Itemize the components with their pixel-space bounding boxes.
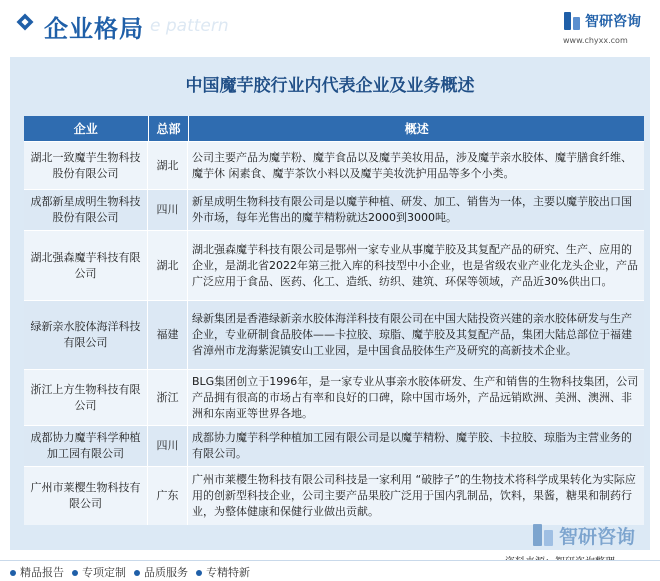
bullet-icon <box>196 570 202 576</box>
company-name: 成都协力魔芋科学种植加工园有限公司 <box>24 426 148 466</box>
page-title: 企业格局 <box>44 15 144 43</box>
company-overview: 新星成明生物科技有限公司是以魔芋种植、研发、加工、销售为一体，主要以魔芋胶出口国外市场，每年光售出的魔芋精粉就达2000到3000吨。 <box>192 195 632 224</box>
bottom-brand-name: 智研咨询 <box>559 526 636 548</box>
table-row <box>24 369 644 425</box>
footer-item-label: 精品报告 <box>20 566 64 579</box>
company-hq: 广东 <box>148 467 188 525</box>
company-name: 湖北强森魔芋科技有限公司 <box>24 231 148 300</box>
footer-item <box>196 564 250 580</box>
footer-item <box>72 564 126 580</box>
footer-item-label: 专项定制 <box>82 566 126 579</box>
company-overview: 成都协力魔芋科学种植加工园有限公司是以魔芋精粉、魔芋胶、卡拉胶、琼脂为主营业务的有限公司。 <box>192 431 632 460</box>
table-row <box>24 300 644 369</box>
table-header-row <box>24 116 644 141</box>
column-header-company: 企业 <box>24 116 149 141</box>
company-overview: BLG集团创立于1996年，是一家专业从事亲水胶体研发、生产和销售的生物科技集团，公司产品拥有很高的市场占有率和良好的口碑，除中国市场外，产品远销欧洲、美洲、澳洲、非洲和东南亚等世界各地。 <box>192 374 639 420</box>
content-panel <box>10 57 650 550</box>
brand-name: 智研咨询 <box>585 14 641 30</box>
brand-logo-icon <box>563 11 581 31</box>
company-name: 浙江上方生物科技有限公司 <box>24 370 148 425</box>
company-overview: 广州市莱樱生物科技有限公司科技是一家利用 “破脖子”的生物技术将科学成果转化为实际应用的创新型科技企业，公司主要产品果胶广泛用于国内乳制品，饮料，果酱，糖果和制药行业，为整体健康和保健行业做出贡献。 <box>192 473 636 518</box>
brand-logo-icon <box>532 523 554 547</box>
company-hq: 湖北 <box>148 142 188 189</box>
column-header-hq: 总部 <box>149 116 190 141</box>
footer-item-label: 专精特新 <box>206 566 250 579</box>
footer-item-label: 品质服务 <box>144 566 188 579</box>
company-hq: 四川 <box>148 426 188 466</box>
company-name: 绿新亲水胶体海洋科技有限公司 <box>24 301 148 369</box>
company-overview: 湖北强森魔芋科技有限公司是鄂州一家专业从事魔芋胶及其复配产品的研究、生产、应用的企业，是湖北省2022年第三批入库的科技型中小企业，也是省级农业产业化龙头企业，产品广泛应用于食品、医药、化工、造纸、纺织、建筑、环保等领域，产品近30%供出口。 <box>192 242 638 288</box>
bullet-icon <box>134 570 140 576</box>
bottom-brand-watermark <box>532 521 652 551</box>
brand-logo[interactable] <box>563 9 653 47</box>
company-hq: 四川 <box>148 190 188 230</box>
column-header-overview: 概述 <box>404 122 429 136</box>
page-footer <box>0 560 660 581</box>
company-name: 成都新星成明生物科技股份有限公司 <box>24 190 148 230</box>
company-name: 广州市莱樱生物科技有限公司 <box>24 467 148 525</box>
diamond-icon <box>16 13 34 31</box>
company-overview: 公司主要产品为魔芋粉、魔芋食品以及魔芋美妆用品，涉及魔芋亲水胶体、魔芋膳食纤维、魔芋休 闲素食、魔芋茶饮小料以及魔芋美妆洗护用品等多个小类。 <box>192 150 632 180</box>
table-row <box>24 425 644 466</box>
footer-tagline <box>10 564 250 580</box>
table-row <box>24 189 644 230</box>
company-hq: 湖北 <box>148 231 188 300</box>
page-header <box>0 0 660 52</box>
company-hq: 福建 <box>148 301 188 369</box>
footer-item <box>134 564 188 580</box>
table-row <box>24 230 644 300</box>
company-name: 湖北一致魔芋生物科技股份有限公司 <box>24 142 148 189</box>
bullet-icon <box>72 570 78 576</box>
table-row <box>24 141 644 189</box>
table-row <box>24 466 644 525</box>
footer-divider <box>0 560 660 561</box>
header-watermark: e pattern <box>150 16 229 36</box>
company-overview: 绿新集团是香港绿新亲水胶体海洋科技有限公司在中国大陆投资兴建的亲水胶体研发与生产企业，专业研制食品胶体——卡拉胶、琼脂、魔芋胶及其复配产品，集团大陆总部位于福建省漳州市龙海紫泥镇安山工业园，是中国食品胶体生产及研究的高新技术企业。 <box>192 312 632 357</box>
footer-item <box>10 564 64 580</box>
table-title: 中国魔芋胶行业内代表企业及业务概述 <box>185 76 475 96</box>
company-table <box>24 116 644 525</box>
company-hq: 浙江 <box>148 370 188 425</box>
brand-url[interactable]: www.chyxx.com <box>563 36 628 45</box>
bullet-icon <box>10 570 16 576</box>
